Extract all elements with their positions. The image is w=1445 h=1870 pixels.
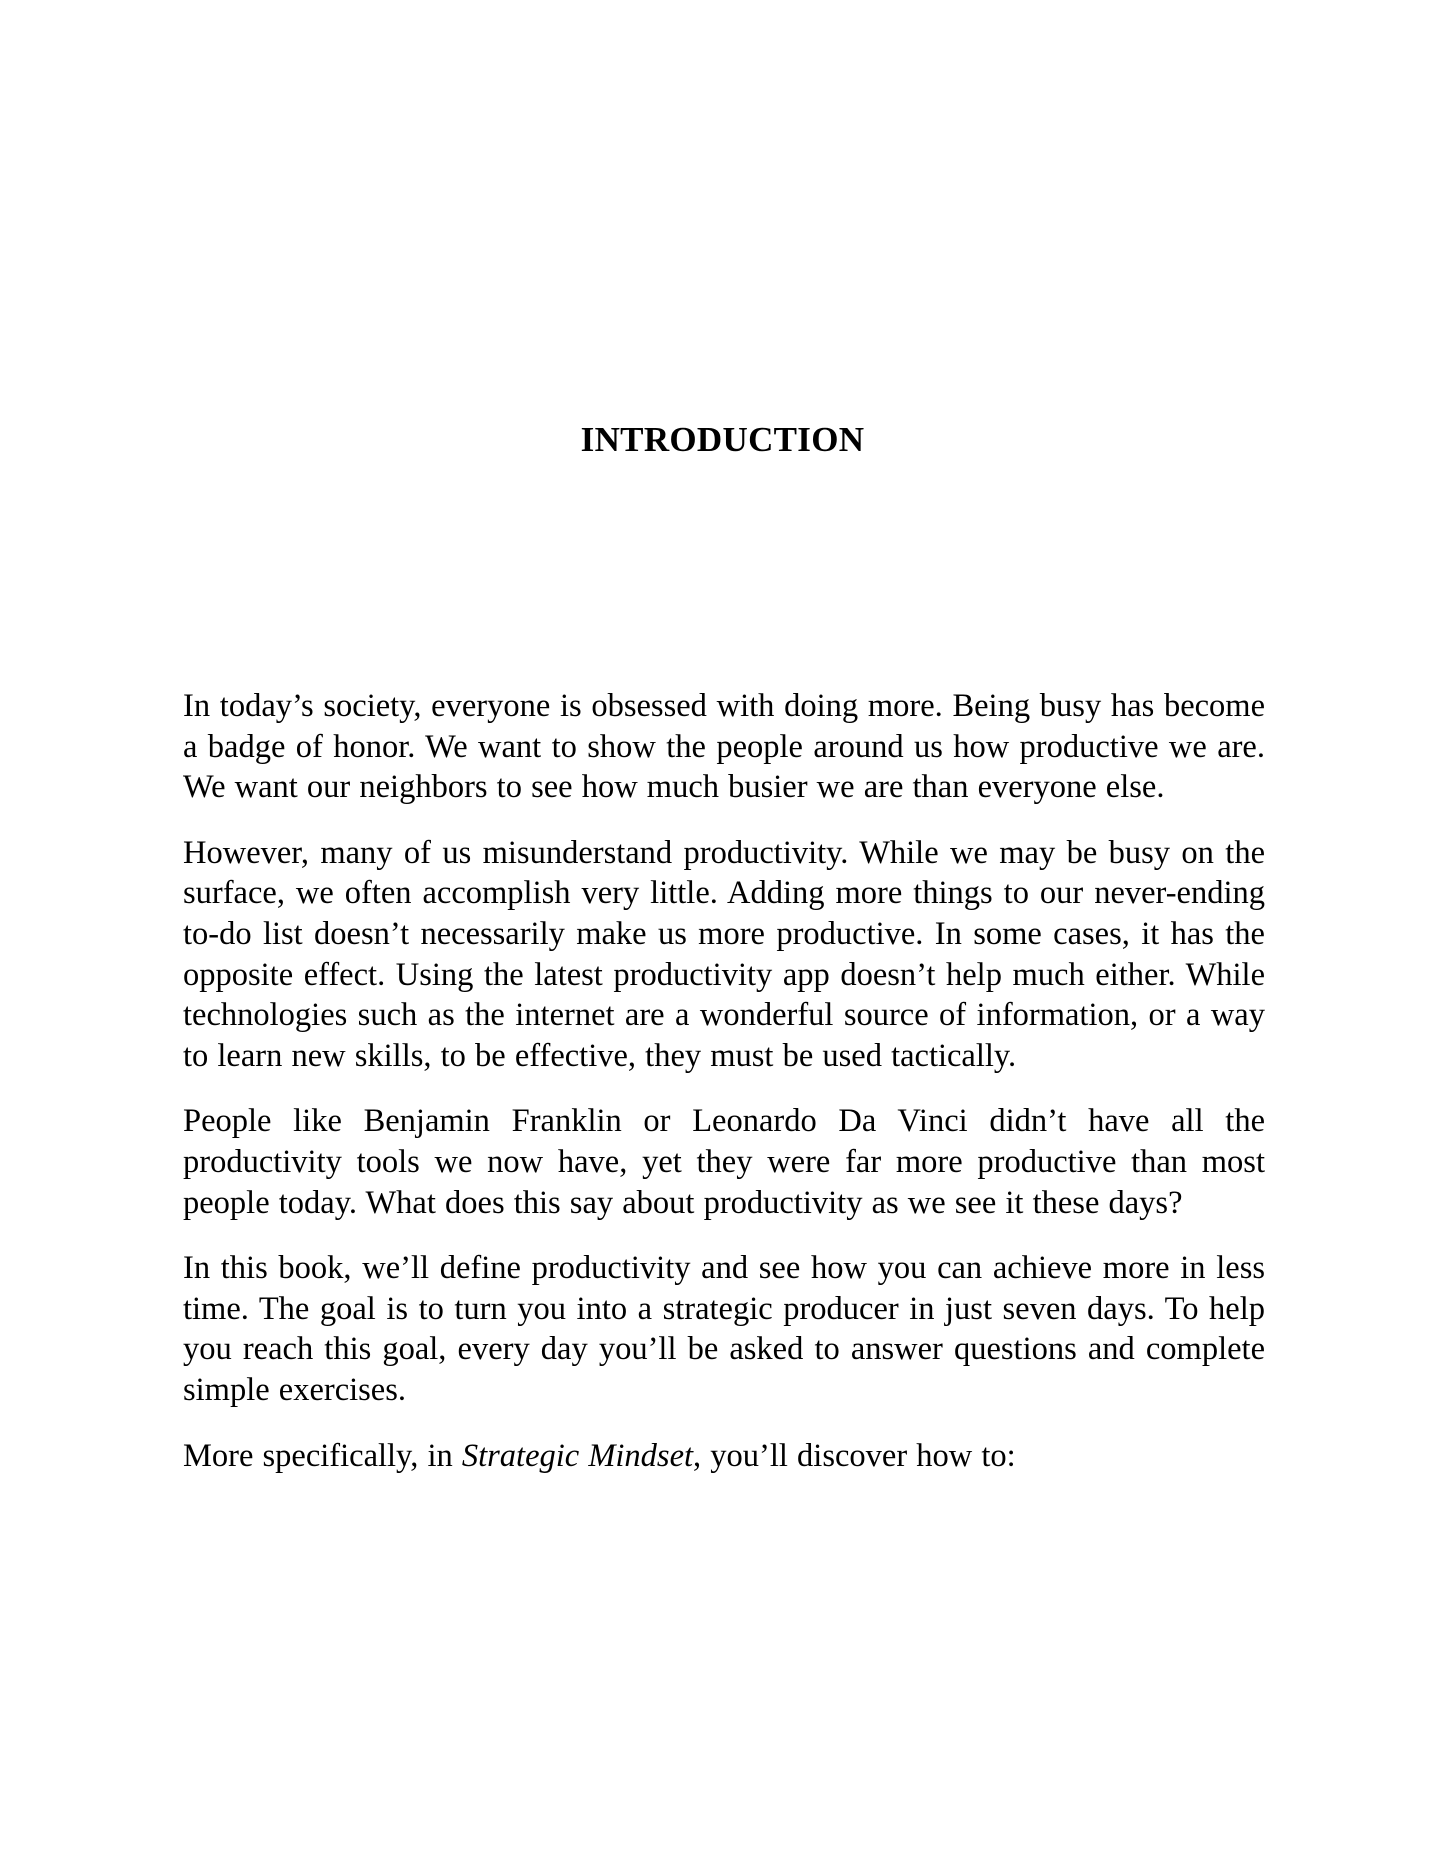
paragraph-1: In today’s society, everyone is obsessed with doing more. Being busy has become a badge of honor. We want to show the people around us how productive we are. We want our neighbors to see how much busier we are than everyone else. (183, 688, 1265, 806)
paragraph-3: People like Benjamin Franklin or Leonardo Da Vinci didn’t have all the productivity tools we now have, yet they were far more productive than most people today. What does this say about productivity as we see it these days? (183, 1103, 1265, 1221)
paragraph-5 (183, 1436, 1265, 1477)
closing-prefix: More specifically, in (183, 1437, 462, 1474)
body-text (183, 686, 1265, 1501)
chapter-title: INTRODUCTION (580, 420, 865, 459)
paragraph-2: However, many of us misunderstand productivity. While we may be busy on the surface, we often accomplish very little. Adding more things to our never-ending to-do list doesn’t necessarily make us more productive. In some cases, it has the opposite effect. Using the latest productivity app doesn’t help much either. While technologies such as the internet are a wonderful source of information, or a way to learn new skills, to be effective, they must be used tactically. (183, 834, 1265, 1074)
paragraph-4: In this book, we’ll define productivity and see how you can achieve more in less time. The goal is to turn you into a strategic producer in just seven days. To help you reach this goal, every day you’ll be asked to answer questions and complete simple exercises. (183, 1250, 1265, 1408)
book-title: Strategic Mindset (461, 1437, 694, 1474)
closing-suffix: , you’ll discover how to: (693, 1437, 1016, 1474)
